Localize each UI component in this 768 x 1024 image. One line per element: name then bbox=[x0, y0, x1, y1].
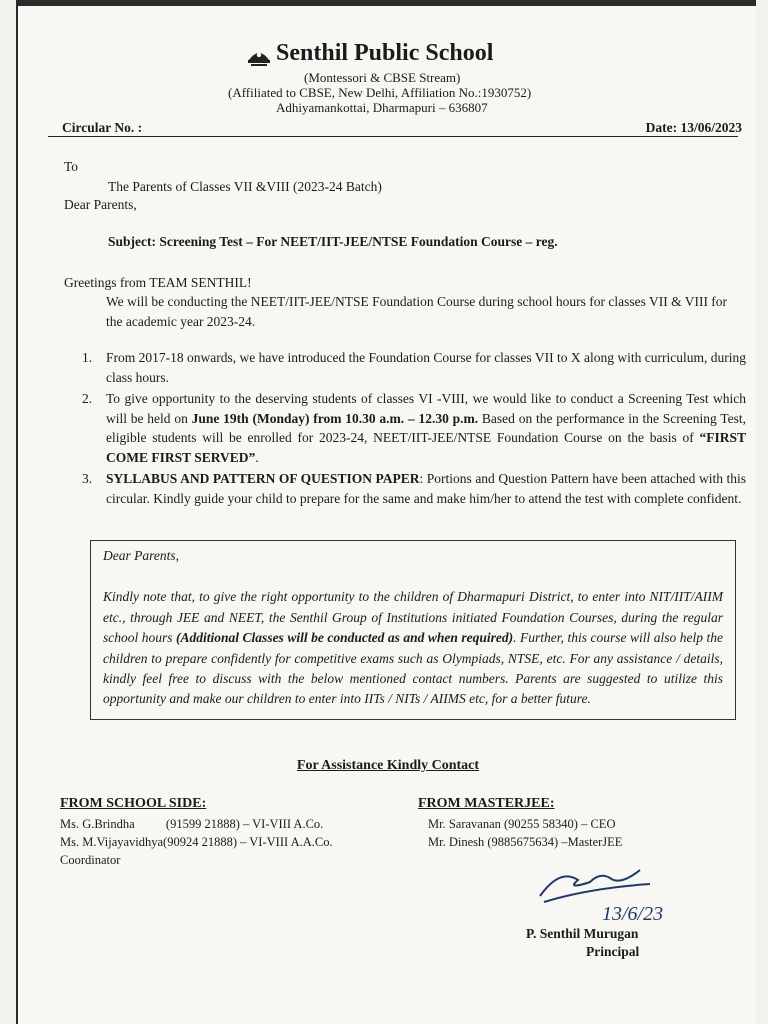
header-divider bbox=[48, 136, 738, 137]
school-name: Senthil Public School bbox=[276, 40, 494, 66]
circular-row bbox=[62, 120, 742, 136]
school-emblem-icon bbox=[246, 44, 272, 68]
masterjee-heading: FROM MASTERJEE: bbox=[418, 796, 555, 811]
principal-role: Principal bbox=[586, 944, 640, 959]
circular-number-label: Circular No. : bbox=[62, 120, 143, 135]
masterjee-contact-2: Mr. Dinesh (9885675634) –MasterJEE bbox=[428, 835, 623, 849]
principal-name: P. Senthil Murugan bbox=[526, 926, 639, 941]
signature-date: 13/6/23 bbox=[602, 903, 664, 925]
school-contact-3: Coordinator bbox=[60, 853, 121, 867]
recipients: The Parents of Classes VII &VIII (2023-24 Batch) bbox=[108, 179, 382, 194]
principal-signature bbox=[530, 858, 700, 928]
school-stream: (Montessori & CBSE Stream) bbox=[304, 70, 461, 85]
circular-page bbox=[16, 0, 756, 1024]
note-greeting: Dear Parents, bbox=[103, 548, 179, 563]
scan-top-edge bbox=[18, 0, 756, 6]
list-item: 2. To give opportunity to the deserving students of classes VI -VIII, we would like to conduct a Screening Test which will be held on June 19th (Monday) from 10.30 a.m. – 12.30 p.m. Based on the performance in the Screening Test, eligible students will be enrolled for 2023-24, NEET/IIT-JEE/NTSE Foundation Course on the basis of “FIRST COME FIRST SERVED”. bbox=[82, 391, 746, 465]
school-contact-2: Ms. M.Vijayavidhya(90924 21888) – VI-VIII A.A.Co. bbox=[60, 835, 333, 849]
points-list bbox=[82, 348, 746, 510]
school-address: Adhiyamankottai, Dharmapuri – 636807 bbox=[276, 100, 488, 115]
circular-date: Date: 13/06/2023 bbox=[645, 120, 742, 135]
list-item: 3. SYLLABUS AND PATTERN OF QUESTION PAPER: Portions and Question Pattern have been attached with this circular. Kindly guide your child to prepare for the same and make him/her to attend the test with complete confident. bbox=[82, 471, 746, 506]
school-side-heading: FROM SCHOOL SIDE: bbox=[60, 796, 207, 811]
note-body: Kindly note that, to give the right opportunity to the children of Dharmapuri District, to enter into NIT/IIT/AIIM etc., through JEE and NEET, the Senthil Group of Institutions initiated Foundation Courses, during the regular school hours (Additional Classes will be conducted as and when required). Further, this course will also help the children to prepare confidently for competitive exams such as Olympiads, NTSE, etc. For any assistance / details, kindly feel free to discuss with the below mentioned contact numbers. Parents are suggested to utilize this opportunity and make our children to enter into IITs / NITs / AIIMS etc, for a better future. bbox=[103, 589, 723, 707]
intro-paragraph: We will be conducting the NEET/IIT-JEE/NTSE Foundation Course during school hours for classes VII & VIII for the academic year 2023-24. bbox=[106, 294, 728, 329]
salutation: Dear Parents, bbox=[64, 197, 137, 212]
list-item: 1. From 2017-18 onwards, we have introduced the Foundation Course for classes VII to X along with curriculum, during class hours. bbox=[82, 350, 746, 385]
contact-title: For Assistance Kindly Contact bbox=[296, 758, 480, 773]
parents-note-box bbox=[90, 540, 736, 720]
to-label: To bbox=[64, 159, 79, 174]
subject-line: Subject: Screening Test – For NEET/IIT-JEE/NTSE Foundation Course – reg. bbox=[108, 234, 558, 249]
greeting: Greetings from TEAM SENTHIL! bbox=[64, 275, 252, 290]
school-affiliation: (Affiliated to CBSE, New Delhi, Affiliation No.:1930752) bbox=[228, 85, 532, 100]
school-contact-1: Ms. G.Brindha (91599 21888) – VI-VIII A.Co. bbox=[60, 817, 324, 831]
masterjee-contact-1: Mr. Saravanan (90255 58340) – CEO bbox=[428, 817, 616, 831]
